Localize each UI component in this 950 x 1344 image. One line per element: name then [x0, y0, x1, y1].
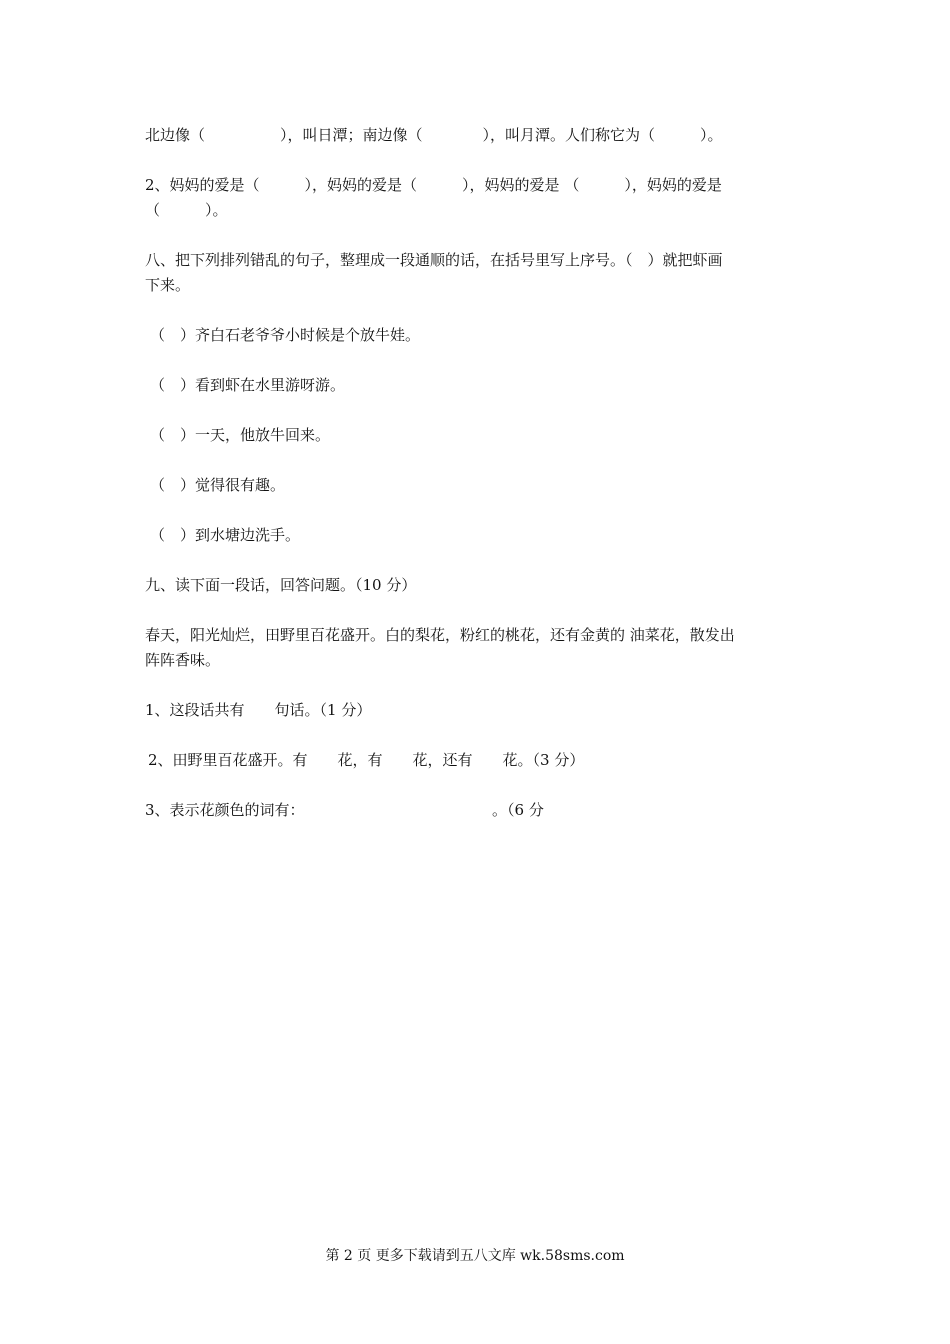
q8-sentence-2: （ ）看到虾在水里游呀游。	[150, 376, 346, 394]
q7-item-2-line-2: （ ）。	[145, 201, 228, 219]
q8-sentence-3: （ ）一天，他放牛回来。	[150, 426, 331, 444]
page-footer: 第 2 页 更多下载请到五八文库 wk.58sms.com	[325, 1248, 625, 1264]
q7-item-2-line-1: 2、妈妈的爱是（ ），妈妈的爱是（ ），妈妈的爱是 （ ），妈妈的爱是	[145, 176, 722, 194]
q8-sentence-5: （ ）到水塘边洗手。	[150, 526, 301, 544]
q9-passage-line-1: 春天，阳光灿烂，田野里百花盛开。白的梨花，粉红的桃花，还有金黄的 油菜花，散发出	[145, 626, 735, 644]
q9-question-1: 1、这段话共有 句话。（1 分）	[145, 701, 372, 719]
q7-line-1: 北边像（ ），叫日潭；南边像（ ），叫月潭。人们称它为（ ）。	[145, 126, 723, 144]
q8-instruction-line-1: 八、把下列排列错乱的句子，整理成一段通顺的话，在括号里写上序号。（ ）就把虾画	[145, 251, 723, 269]
q9-passage-line-2: 阵阵香味。	[145, 651, 221, 669]
q8-sentence-4: （ ）觉得很有趣。	[150, 476, 286, 494]
q9-question-2: 2、田野里百花盛开。有 花，有 花，还有 花。（3 分）	[148, 751, 585, 769]
q8-instruction-line-2: 下来。	[145, 276, 191, 294]
q9-question-3: 3、表示花颜色的词有： 。（6 分	[145, 801, 544, 819]
q8-sentence-1: （ ）齐白石老爷爷小时候是个放牛娃。	[150, 326, 421, 344]
q9-heading: 九、读下面一段话，回答问题。（10 分）	[145, 576, 417, 594]
